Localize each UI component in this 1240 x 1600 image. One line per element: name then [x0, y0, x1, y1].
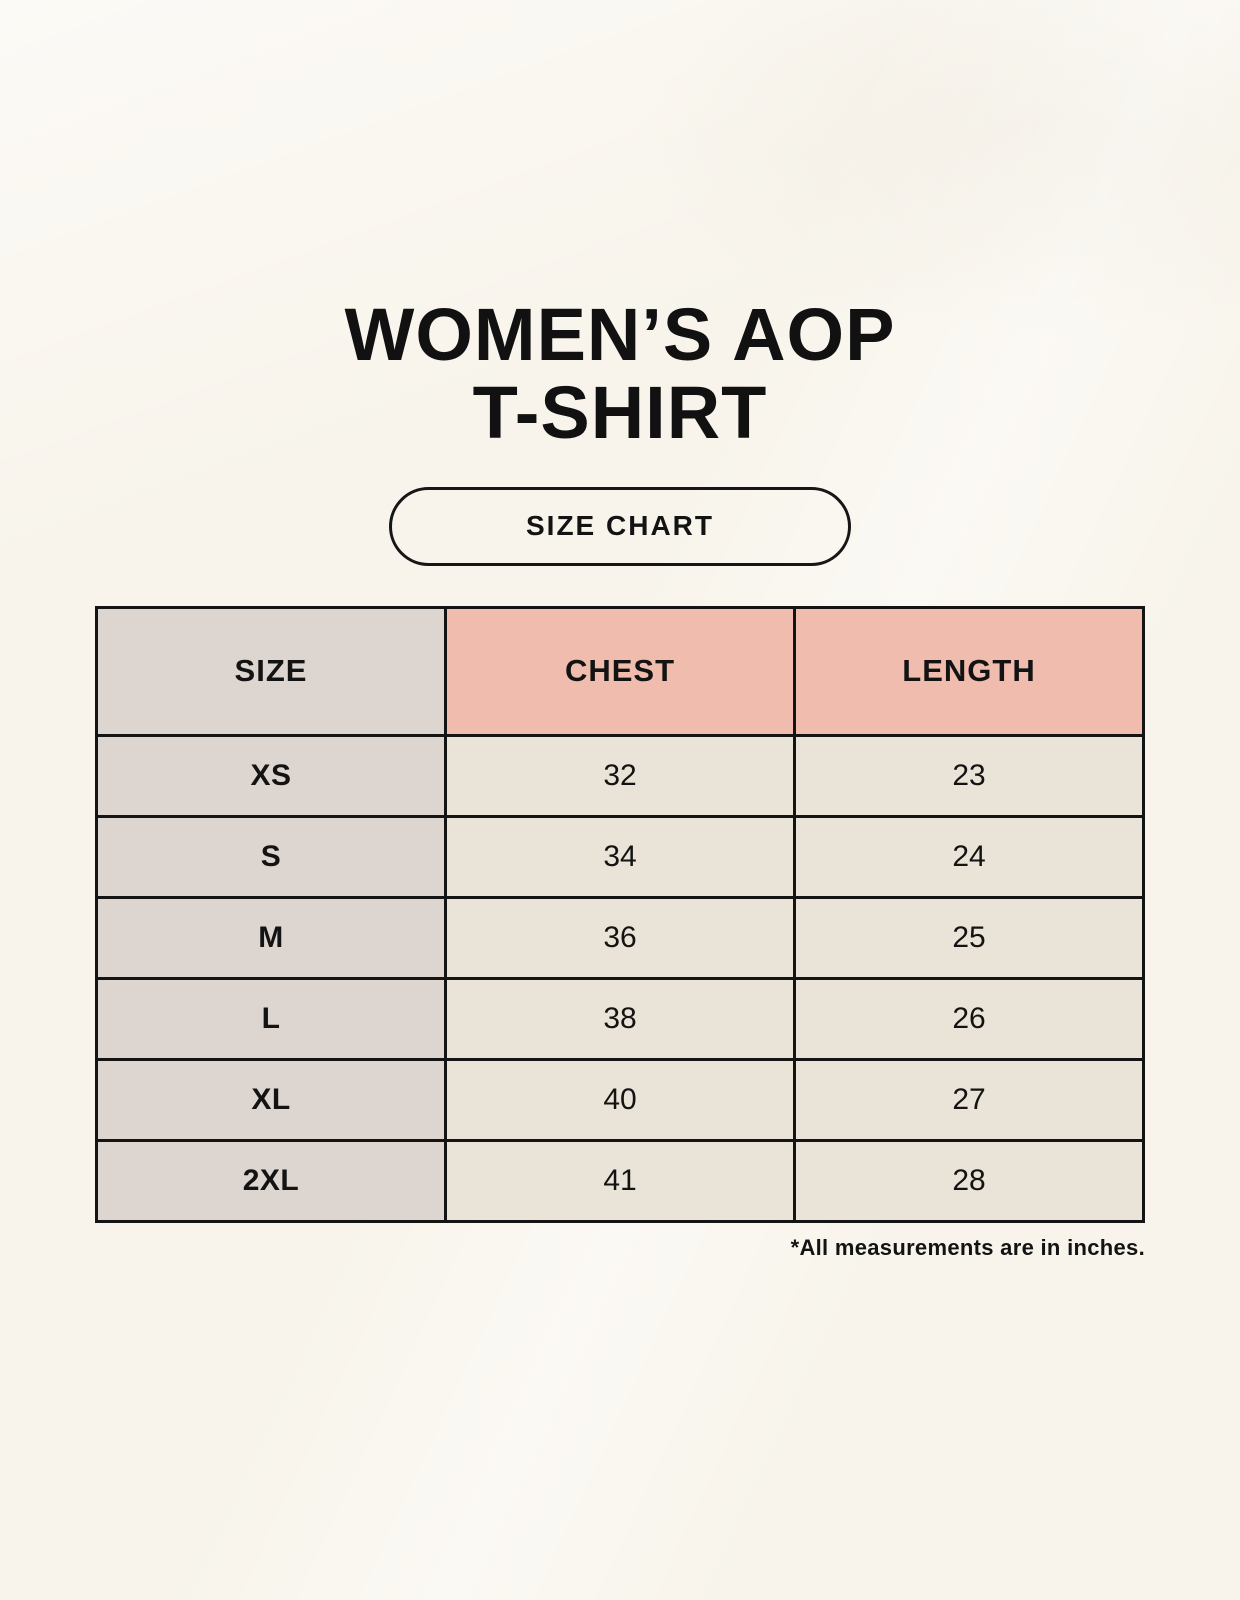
table-row [97, 1059, 1144, 1140]
chest-value: 34 [446, 816, 795, 897]
size-label: XL [97, 1059, 446, 1140]
size-label: S [97, 816, 446, 897]
header-length: LENGTH [795, 607, 1144, 735]
length-value: 23 [795, 735, 1144, 816]
length-value: 28 [795, 1140, 1144, 1221]
header-chest: CHEST [446, 607, 795, 735]
page-title [0, 293, 1240, 455]
length-value: 24 [795, 816, 1144, 897]
table-row [97, 1140, 1144, 1221]
chest-value: 38 [446, 978, 795, 1059]
table-row [97, 735, 1144, 816]
chest-value: 40 [446, 1059, 795, 1140]
size-label: 2XL [97, 1140, 446, 1221]
table-row [97, 816, 1144, 897]
size-label: M [97, 897, 446, 978]
size-label: L [97, 978, 446, 1059]
chest-value: 32 [446, 735, 795, 816]
size-chart-button[interactable]: SIZE CHART [389, 487, 851, 566]
chest-value: 41 [446, 1140, 795, 1221]
length-value: 27 [795, 1059, 1144, 1140]
chest-value: 36 [446, 897, 795, 978]
table-row [97, 978, 1144, 1059]
page-title-line2: T-SHIRT [472, 371, 768, 455]
size-chart-button-container [0, 487, 1240, 566]
length-value: 26 [795, 978, 1144, 1059]
length-value: 25 [795, 897, 1144, 978]
size-label: XS [97, 735, 446, 816]
measurements-footnote: *All measurements are in inches. [790, 1234, 1145, 1260]
size-table-container [95, 606, 1145, 1223]
page-title-line1: WOMEN’S AOP [344, 293, 896, 376]
header-size: SIZE [97, 607, 446, 735]
table-row [97, 897, 1144, 978]
size-table [95, 606, 1145, 1223]
table-header-row [97, 607, 1144, 735]
